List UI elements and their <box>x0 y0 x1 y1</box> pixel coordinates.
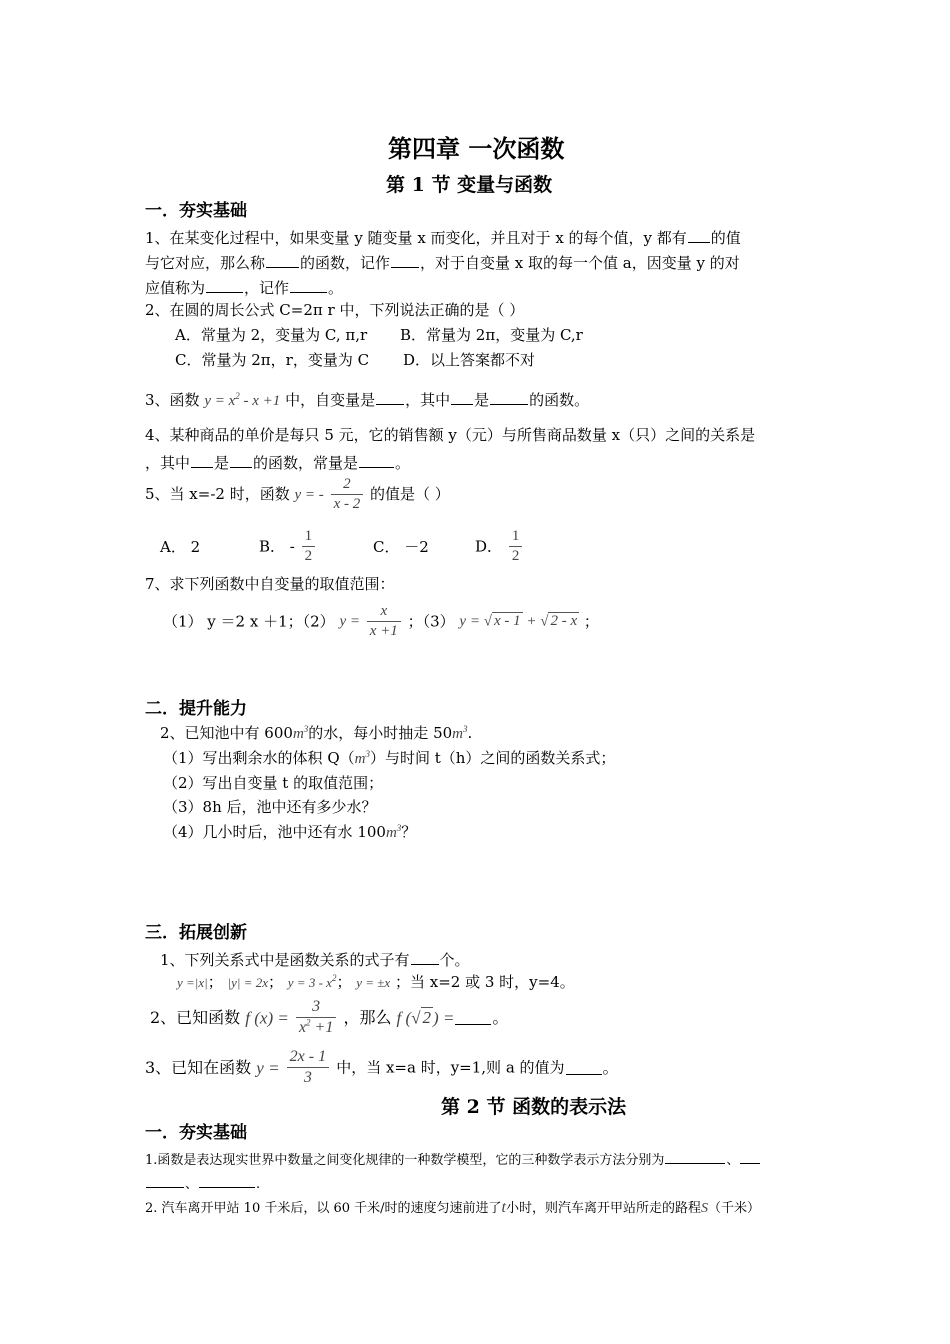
part-2-question-2-sub-2: （2）写出自变量 t 的取值范围； <box>163 774 384 792</box>
answer-blank[interactable] <box>688 228 710 243</box>
question-7-parts: （1） y ＝2 x ＋1；（2） y = $\frac{x}{x +1}$ ；（3） y = √ x - 1 + √ 2 - x ； <box>163 603 599 640</box>
answer-blank[interactable] <box>230 453 252 468</box>
question-5-option-b: B． - $\frac{1}{2}$ <box>259 528 317 566</box>
part-2-question-2-sub-4: （4）几小时后，池中还有水 $100m^3$？ <box>163 823 417 841</box>
question-2-option-a: A．常量为 2，变量为 C, π,r <box>175 326 368 344</box>
fraction: $\frac{x}{x +1}$ <box>367 603 401 641</box>
section-2-question-1-line-2: 、 . <box>145 1175 260 1191</box>
fraction: $\frac{2}{x - 2}$ <box>331 476 364 514</box>
answer-blank[interactable] <box>455 1010 491 1025</box>
part-2-question-2-sub-1: （1）写出剩余水的体积 $Q(m^3)$与时间 t（h）之间的函数关系式； <box>163 749 616 767</box>
section-2-part-1-heading: 一．夯实基础 <box>145 1123 247 1143</box>
answer-blank[interactable] <box>451 390 473 405</box>
section-1-title: 第 1 节 变量与函数 <box>386 174 553 196</box>
question-5-option-d: D． $\frac{1}{2}$ <box>475 528 524 566</box>
answer-blank[interactable] <box>359 453 394 468</box>
sqrt-expression: y = √ x - 1 + √ 2 - x <box>459 613 578 630</box>
question-2-stem: 2、在圆的周长公式 C=2π r 中，下列说法正确的是（ ） <box>145 301 525 319</box>
answer-blank[interactable] <box>191 453 213 468</box>
question-1-line-2: 与它对应，那么称 的函数，记作 ，对于自变量 x 取的每一个值 a，因变量 y 的对 <box>145 254 740 272</box>
part-2-question-2-stem: 2、已知池中有 $600m^3$的水，每小时抽走 $50m^3$. <box>160 724 473 742</box>
answer-blank[interactable] <box>199 1175 255 1188</box>
question-1-line-3: 应值称为 ，记作 。 <box>145 279 344 297</box>
fraction: $\frac{2x - 1}{3}$ <box>287 1048 329 1088</box>
question-5-stem: 5、当 x=-2 时，函数 y = - $\frac{2}{x - 2}$ 的值是（ ） <box>145 476 450 513</box>
question-5-option-c: C． －2 <box>373 538 429 556</box>
question-7-stem: 7、求下列函数中自变量的取值范围： <box>145 575 395 593</box>
answer-blank[interactable] <box>665 1151 725 1164</box>
question-4-line-2: ，其中 是 的函数，常量是 。 <box>145 454 411 472</box>
question-5-option-a: A． 2 <box>160 538 201 556</box>
answer-blank[interactable] <box>290 278 327 293</box>
fraction: $\frac{3}{x^2 +1}$ <box>296 998 336 1038</box>
answer-blank[interactable] <box>411 950 439 965</box>
answer-blank[interactable] <box>266 253 299 268</box>
answer-blank[interactable] <box>740 1151 760 1164</box>
section-1-part-2-heading: 二．提升能力 <box>145 699 247 719</box>
part-3-question-1-expressions: y =|x|； |y| = 2x； $y = 3 - x^2$； y = ±x ；当 x=2 或 3 时，y=4。 <box>177 973 575 991</box>
question-2-option-b: B．常量为 2π，变量为 C,r <box>400 326 583 344</box>
answer-blank[interactable] <box>566 1060 602 1075</box>
answer-blank[interactable] <box>391 253 419 268</box>
part-2-question-2-sub-3: （3）8h 后，池中还有多少水？ <box>163 798 377 816</box>
question-3: 3、函数 $y = x^2 - x +1$ 中，自变量是 ，其中 是 的函数。 <box>145 391 590 409</box>
section-2-question-2: 2. 汽车离开甲站 10 千米后，以 60 千米/时的速度匀速前进了t小时，则汽车离开甲站所走的路程S（千米） <box>145 1199 761 1216</box>
question-4-line-1: 4、某种商品的单价是每只 5 元，它的销售额 y（元）与所售商品数量 x（只）之间的关系是 <box>145 426 756 444</box>
question-1-line-1: 1、在某变化过程中，如果变量 y 随变量 x 而变化，并且对于 x 的每个值，y 都有 的值 <box>145 229 741 247</box>
fraction: $\frac{1}{2}$ <box>509 528 523 566</box>
chapter-title: 第四章 一次函数 <box>388 134 565 163</box>
answer-blank[interactable] <box>376 390 404 405</box>
question-2-option-d: D．以上答案都不对 <box>403 351 536 369</box>
part-3-question-2: 2、已知函数 f (x) = $\frac{3}{x^2 +1}$ ，那么 f (√ 2 ) = 。 <box>150 998 509 1037</box>
section-1-part-3-heading: 三．拓展创新 <box>145 923 247 943</box>
part-3-question-1-stem: 1、下列关系式中是函数关系的式子有 个。 <box>160 951 470 969</box>
section-2-title: 第 2 节 函数的表示法 <box>441 1096 627 1118</box>
answer-blank[interactable] <box>490 390 528 405</box>
section-1-part-1-heading: 一．夯实基础 <box>145 201 247 221</box>
part-3-question-3: 3、已知在函数 y = $\frac{2x - 1}{3}$ 中，当 x=a 时，y=1,则 a 的值为 。 <box>145 1048 619 1087</box>
answer-blank[interactable] <box>206 278 243 293</box>
question-2-option-c: C．常量为 2π，r，变量为 C <box>175 351 370 369</box>
answer-blank[interactable] <box>146 1175 184 1188</box>
fraction: $\frac{1}{2}$ <box>302 528 316 566</box>
section-2-question-1-line-1: 1.函数是表达现实世界中数量之间变化规律的一种数学模型，它的三种数学表示方法分别为 、 <box>145 1151 761 1167</box>
function-formula: $y = x^2 - x +1$ <box>204 391 281 409</box>
